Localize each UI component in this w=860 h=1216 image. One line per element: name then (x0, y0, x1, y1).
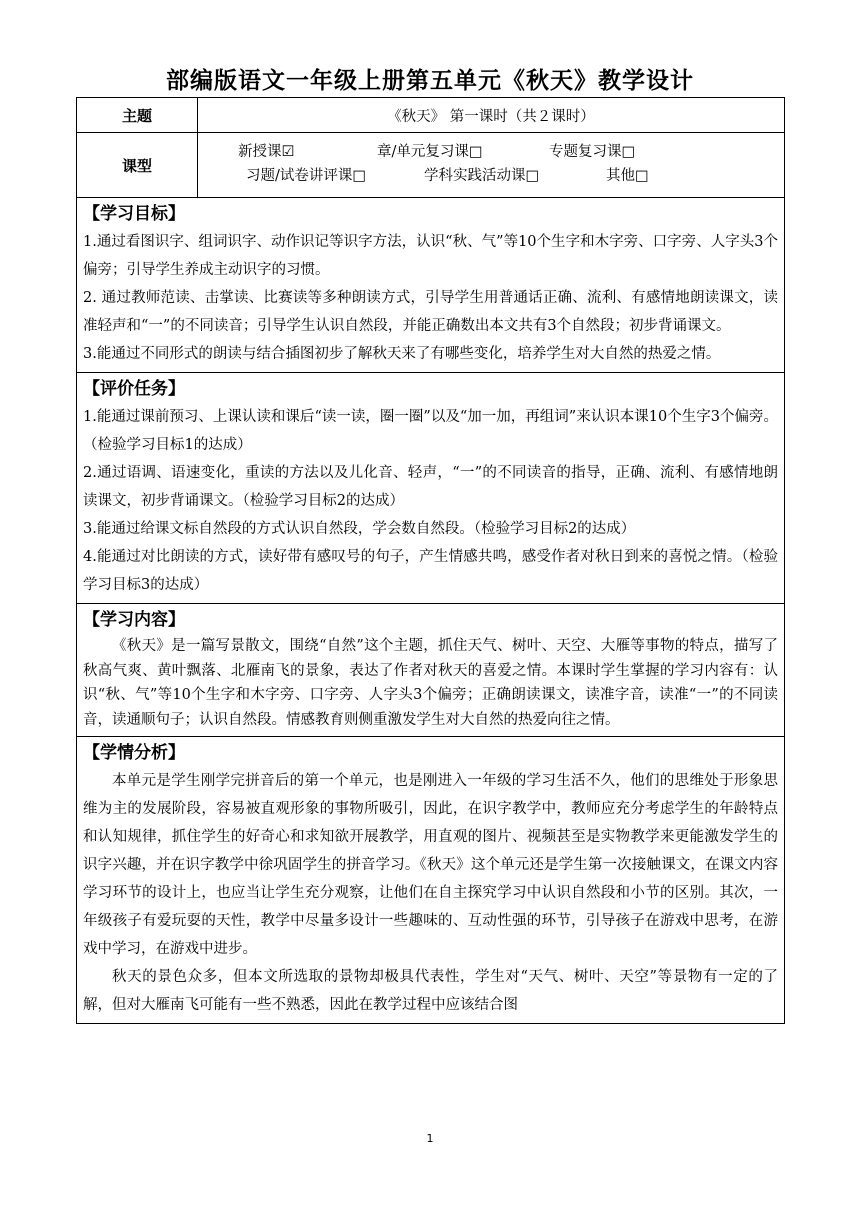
evaluation-tasks-row (77, 373, 785, 604)
learner-analysis-paragraph: 秋天的景色众多，但本文所选取的景物却极具代表性，学生对“天气、树叶、天空”等景物有一定的了解，但对大雁南飞可能有一些不熟悉，因此在教学过程中应该结合图 (83, 969, 778, 1013)
evaluation-task-item: 1.能通过课前预习、上课认读和课后“读一读，圈一圈”以及“加一加，再组词”来认识本课10个生字3个偏旁。（检验学习目标1的达成） (83, 409, 778, 453)
lesson-type-row (77, 133, 785, 198)
evaluation-task-item: 4.能通过对比朗读的方式，读好带有感叹号的句子，产生情感共鸣，感受作者对秋日到来的喜悦之情。（检验学习目标3的达成） (83, 549, 778, 593)
lesson-type-options (198, 133, 785, 198)
learning-content-row (77, 604, 785, 737)
lesson-type-label: 课型 (77, 133, 198, 198)
learner-analysis-paragraph: 本单元是学生刚学完拼音后的第一个单元，也是刚进入一年级的学习生活不久，他们的思维处于形象思维为主的发展阶段，容易被直观形象的事物所吸引，因此，在识字教学中，教师应充分考虑学生的年龄特点和认知规律，抓住学生的好奇心和求知欲开展教学，用直观的图片、视频甚至是实物教学来更能激发学生的识字兴趣，并在识字教学中徐巩固学生的拼音学习。《秋天》这个单元还是学生第一次接触课文，在课文内容学习环节的设计上，也应当让学生充分观察，让他们在自主探究学习中认识自然段和小节的区别。其次，一年级孩子有爱玩耍的天性，教学中尽量多设计一些趣味的、互动性强的环节，引导孩子在游戏中思考，在游戏中学习，在游戏中进步。 (83, 773, 778, 957)
evaluation-tasks-section (77, 373, 785, 604)
learning-content-heading: 【学习内容】 (83, 610, 185, 630)
page-number: 1 (426, 1132, 434, 1145)
option-new-lesson: 新授课☑ (238, 144, 295, 160)
learner-analysis-section (77, 737, 785, 1024)
evaluation-tasks-heading: 【评价任务】 (83, 379, 185, 399)
option-topic-review: 专题复习课□ (549, 144, 636, 160)
learning-content-text: 《秋天》是一篇写景散文，围绕“自然”这个主题，抓住天气、树叶、天空、大雁等事物的特点，描写了秋高气爽、黄叶飘落、北雁南飞的景象，表达了作者对秋天的喜爱之情。本课时学生掌握的学习内容有：认识“秋、气”等10个生字和木字旁、口字旁、人字头3个偏旁；正确朗读课文，读准字音，读准“一”的不同读音，读通顺句子；认识自然段。情感教育则侧重激发学生对大自然的热爱向往之情。 (83, 638, 778, 728)
topic-label: 主题 (77, 98, 198, 133)
document-title: 部编版语文一年级上册第五单元《秋天》教学设计 (166, 68, 694, 94)
option-unit-review: 章/单元复习课□ (377, 144, 483, 160)
learning-goal-item: 3.能通过不同形式的朗读与结合插图初步了解秋天来了有哪些变化，培养学生对大自然的热爱之情。 (83, 346, 721, 362)
learning-content-section (77, 604, 785, 737)
topic-value: 《秋天》 第一课时（共２课时） (198, 98, 785, 133)
option-exercise-review: 习题/试卷讲评课□ (246, 168, 367, 184)
learning-goal-item: 1.通过看图识字、组词识字、动作识记等识字方法，认识“秋、气”等10个生字和木字旁、口字旁、人字头3个偏旁；引导学生养成主动识字的习惯。 (83, 234, 778, 278)
learning-goals-section (77, 198, 785, 373)
evaluation-task-item: 3.能通过给课文标自然段的方式认识自然段，学会数自然段。（检验学习目标2的达成） (83, 521, 636, 537)
learning-goal-item: 2. 通过教师范读、击掌读、比赛读等多种朗读方式，引导学生用普通话正确、流利、有感情地朗读课文，读准轻声和“一”的不同读音；引导学生认识自然段，并能正确数出本文共有3个自然段；初步背诵课文。 (83, 290, 778, 334)
topic-row (77, 98, 785, 133)
learner-analysis-row (77, 737, 785, 1024)
option-other: 其他□ (606, 168, 649, 184)
learner-analysis-heading: 【学情分析】 (83, 743, 185, 763)
evaluation-task-item: 2.通过语调、语速变化，重读的方法以及儿化音、轻声，“一”的不同读音的指导，正确、流利、有感情地朗读课文，初步背诵课文。（检验学习目标2的达成） (83, 465, 778, 509)
learning-goals-heading: 【学习目标】 (83, 204, 185, 224)
learning-goals-row (77, 198, 785, 373)
lesson-plan-table (76, 97, 785, 1024)
option-practice: 学科实践活动课□ (424, 168, 540, 184)
